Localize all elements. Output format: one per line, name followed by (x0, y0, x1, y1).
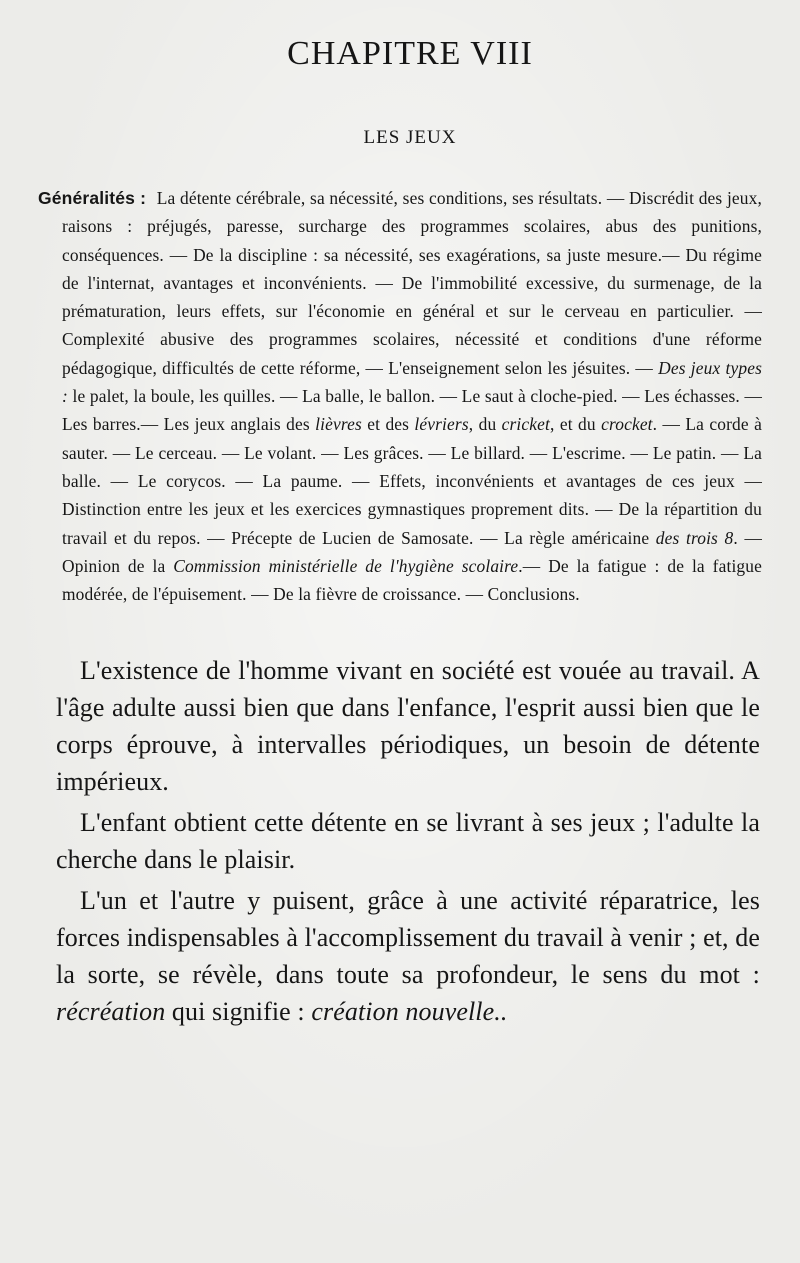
chapter-title: CHAPITRE VIII (287, 35, 533, 72)
body-text-run: L'un et l'autre y puisent, grâce à une activité réparatrice, les forces indispensables à l'accomplissement du travail à venir ; et, de la sorte, se révèle, dans toute sa profondeur, le sens du mot : (56, 886, 760, 990)
summary-text: . — Opinion de la (62, 527, 762, 576)
summary-label: Généralités : (38, 188, 147, 208)
summary-text: le palet, la boule, les quilles. — La balle, le ballon. — Le saut à cloche-pied. — Les échasses. — Les barres.— Les jeux anglais des (62, 386, 762, 435)
summary-text: et des (361, 414, 415, 435)
summary-text: . — La corde à sauter. — Le cerceau. — Le volant. — Les grâces. — Le billard. — L'escrime. — Le patin. — La balle. — Le corycos. — La paume. — Effets, inconvénients et avantages de ces jeux — Distinction entre les jeux et les exercices gymnastiques proprement dits. — De la répartition du travail et du repos. — Précepte de Lucien de Samosate. — La règle américaine (62, 414, 762, 548)
summary-italic-jeux-types: Des jeux types : (62, 357, 762, 407)
summary-italic-crocket: crocket (601, 414, 653, 435)
summary-text: La détente cérébrale, sa nécessité, ses conditions, ses résultats. — Discrédit des jeux, raisons : préjugés, paresse, surcharge des programmes scolaires, abus des punitions, conséquences. — De la discipline : sa nécessité, ses exagérations, sa juste mesure.— Du régime de l'internat, avantages et inconvénients. — De l'immobilité excessive, du surmenage, de la prématuration, leurs effets, sur l'économie en général et sur le cerveau en particulier. — Complexité abusive des programmes scolaires, nécessité et conditions d'une réforme pédagogique, difficultés de cette réforme, — L'enseignement selon les jésuites. — (62, 188, 762, 378)
summary-text: , du (468, 414, 502, 435)
summary-italic-levriers: lévriers (414, 414, 469, 435)
body-paragraph: L'enfant obtient cette détente en se livrant à ses jeux ; l'adulte la cherche dans le plaisir. (56, 808, 760, 875)
section-title: LES JEUX (363, 127, 457, 148)
body-paragraph: L'existence de l'homme vivant en société est vouée au travail. A l'âge adulte aussi bien que dans l'enfance, l'esprit aussi bien que le corps éprouve, à intervalles périodiques, un besoin de détente impérieux. (56, 656, 760, 797)
summary-italic-commission: Commission ministérielle de l'hygiène scolaire (173, 555, 519, 576)
body-text-run: qui signifie : (165, 997, 312, 1027)
italic-term-recreation: récréation (56, 997, 166, 1027)
summary-italic-cricket: cricket (501, 414, 550, 435)
summary-text: , et du (550, 414, 602, 435)
summary-text: .— De la fatigue : de la fatigue modérée, de l'épuisement. — De la fièvre de croissance. — Conclusions. (62, 555, 762, 605)
chapter-summary (38, 184, 764, 608)
summary-italic-lievres: lièvres (315, 414, 362, 435)
body-paragraph (56, 882, 760, 1030)
italic-definition: création nouvelle.. (311, 997, 508, 1027)
chapter-body (56, 652, 764, 1030)
summary-italic-trois-8: des trois 8 (655, 527, 734, 548)
